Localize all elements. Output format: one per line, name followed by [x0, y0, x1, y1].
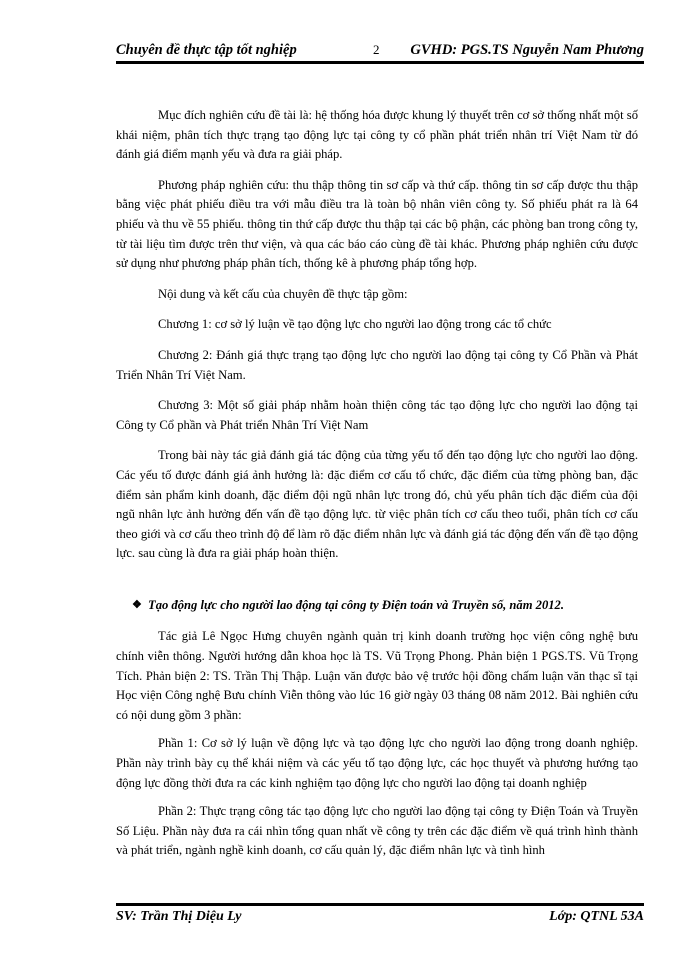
paragraph: Nội dung và kết cấu của chuyên đề thực tập gồm:: [158, 286, 408, 301]
footer-class: Lớp: QTNL 53A: [549, 909, 644, 924]
header-supervisor: GVHD: PGS.TS Nguyễn Nam Phương: [410, 42, 644, 58]
paragraph: Phần 2: Thực trạng công tác tạo động lực cho người lao động tại công ty Điện Toán và Truyền Số Liệu. Phần này đưa ra cái nhìn tổng quan nhất về công ty trên các đặc điểm về quá trình hình thành và phát triển, ngành nghề kinh doanh, cơ cấu quản lý, đặc điểm nhân lực và tình hình: [116, 804, 638, 858]
section-heading: [116, 596, 638, 616]
paragraph: Trong bài này tác giả đánh giá tác động của từng yếu tố đến tạo động lực cho người lao động. Các yếu tố được đánh giá ảnh hưởng là: đặc điểm cơ cấu tổ chức, đặc điểm của từng phòng ban, đặc điểm sản phẩm kinh doanh, đặc điểm đội ngũ nhân lực trong đó, chủ yếu phân tích đặc điểm của đội ngũ nhân lực ảnh hưởng đến vấn đề tạo động lực. từ việc phân tích cơ cấu theo tuổi, phân tích cơ cấu theo giới và cơ cấu theo trình độ để làm rõ đặc điểm nhân lực và đánh giá tác động đến vấn đề tạo động lực. sau cùng là đưa ra giải pháp hoàn thiện.: [116, 448, 638, 561]
paragraph: Mục đích nghiên cứu đề tài là: hệ thống hóa được khung lý thuyết trên cơ sở thống nhất một số khái niệm, phân tích thực trạng tạo động lực tại công ty cổ phần phát triển nhân trí Việt Nam từ đó đánh giá điểm mạnh yếu và đưa ra giải pháp.: [116, 108, 638, 162]
page-footer: [116, 906, 644, 926]
header-rule: [116, 61, 644, 64]
footer-student: SV: Trần Thị Diệu Ly: [116, 909, 242, 924]
header-title: Chuyên đề thực tập tốt nghiệp: [116, 42, 297, 58]
paragraph: Tác giả Lê Ngọc Hưng chuyên ngành quản trị kinh doanh trường học viện công nghệ bưu chính viễn thông. Người hướng dẫn khoa học là TS. Vũ Trọng Phong. Phản biện 1 PGS.TS. Vũ Trọng Tích. Phản biện 2: TS. Trần Thị Thập. Luận văn được bảo vệ trước hội đồng chấm luận văn thạc sĩ tại Học viện Công nghệ Bưu chính Viễn thông vào lúc 16 giờ ngày 03 tháng 08 năm 2012. Bài nghiên cứu có nội dung gồm 3 phần:: [116, 629, 638, 722]
paragraph: Phương pháp nghiên cứu: thu thập thông tin sơ cấp và thứ cấp. thông tin sơ cấp được thu thập bằng việc phát phiếu điều tra với mẫu điều tra là toàn bộ nhân viên công ty. Số phiếu phát ra là 64 phiếu và thu về 55 phiếu. thông tin thứ cấp được thu thập tại các bộ phận, các phòng ban trong công ty, từ tài liệu tìm được trên thư viện, và qua các báo cáo cùng đề tài khác. Phương pháp nghiên cứu được sử dụng như phương pháp phân tích, thống kê à phương pháp tổng hợp.: [116, 177, 638, 271]
section-heading-text: Tạo động lực cho người lao động tại công ty Điện toán và Truyền số, năm 2012.: [148, 597, 565, 612]
four-diamond-bullet-icon: ❖: [132, 598, 142, 611]
paragraph: Chương 1: cơ sở lý luận về tạo động lực cho người lao động trong các tổ chức: [158, 317, 552, 332]
paragraph: Phần 1: Cơ sở lý luận về động lực và tạo động lực cho người lao động trong doanh nghiệp. Phần này trình bày cụ thể khái niệm và các yếu tố tạo động lực, các học thuyết và phương hướng tạo động lực đồng thời đưa ra các kinh nghiệm tạo động lực cho người lao động tại doanh nghiệp: [116, 736, 638, 790]
page-header: [116, 38, 644, 60]
paragraph: Chương 2: Đánh giá thực trạng tạo động lực cho người lao động tại công ty Cổ Phần và Phát Triển Nhân Trí Việt Nam.: [116, 347, 638, 382]
page-number: 2: [373, 42, 380, 57]
document-body: [116, 106, 638, 870]
paragraph: Chương 3: Một số giải pháp nhằm hoàn thiện công tác tạo động lực cho người lao động tại Công ty Cổ phần và Phát triển Nhân Trí Việt Nam: [116, 398, 638, 432]
